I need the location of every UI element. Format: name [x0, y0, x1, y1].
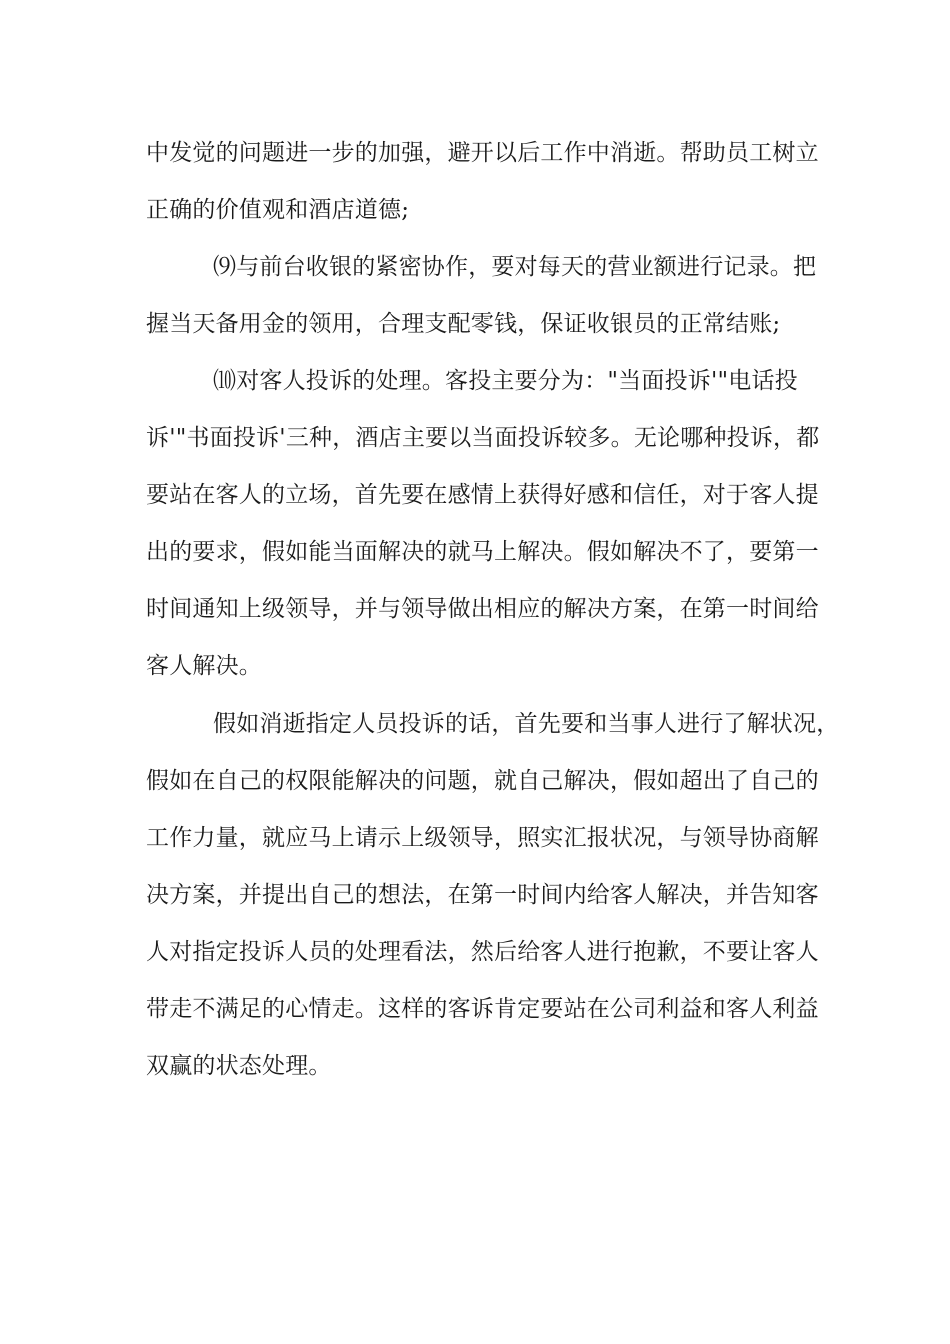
text-line: 时间通知上级领导，并与领导做出相应的解决方案，在第一时间给 — [146, 596, 819, 622]
text-line: 客人解决。 — [146, 653, 262, 679]
paragraph-10-start: ⑽对客人投诉的处理。客投主要分为："当面投诉'"电话投 — [213, 368, 798, 394]
paragraph-complaint-start: 假如消逝指定人员投诉的话，首先要和当事人进行了解状况， — [213, 711, 840, 737]
text-line: 要站在客人的立场，首先要在感情上获得好感和信任，对于客人提 — [146, 482, 819, 508]
text-line: 出的要求，假如能当面解决的就马上解决。假如解决不了，要第一 — [146, 539, 819, 565]
paragraph-9-start: ⑼与前台收银的紧密协作，要对每天的营业额进行记录。把 — [213, 254, 817, 280]
text-line: 诉'"书面投诉'三种，酒店主要以当面投诉较多。无论哪种投诉，都 — [146, 425, 820, 451]
text-line: 正确的价值观和酒店道德; — [146, 197, 410, 223]
text-line: 决方案，并提出自己的想法，在第一时间内给客人解决，并告知客 — [146, 882, 819, 908]
text-line: 带走不满足的心情走。这样的客诉肯定要站在公司利益和客人利益 — [146, 996, 819, 1022]
text-line: 假如在自己的权限能解决的问题，就自己解决，假如超出了自己的 — [146, 768, 819, 794]
text-line: 人对指定投诉人员的处理看法，然后给客人进行抱歉，不要让客人 — [146, 939, 819, 965]
text-line: 工作力量，就应马上请示上级领导，照实汇报状况，与领导协商解 — [146, 825, 819, 851]
text-line: 中发觉的问题进一步的加强，避开以后工作中消逝。帮助员工树立 — [146, 140, 819, 166]
text-line: 握当天备用金的领用，合理支配零钱，保证收银员的正常结账; — [146, 311, 781, 337]
text-line: 双赢的状态处理。 — [146, 1053, 332, 1079]
